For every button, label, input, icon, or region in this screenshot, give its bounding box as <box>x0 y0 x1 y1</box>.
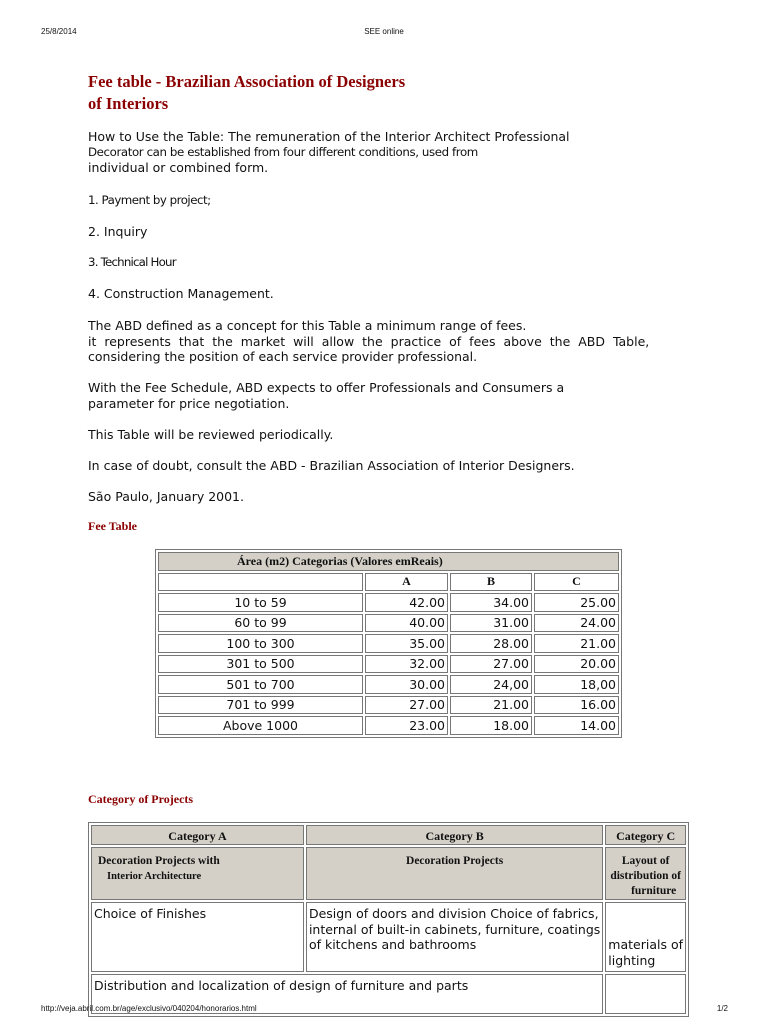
fee-c: 25.00 <box>534 593 619 612</box>
fee-c: 16.00 <box>534 696 619 715</box>
category-b-cell: Design of doors and division Choice of fabrics, internal of built-in cabinets, furniture, coatings of kitchens and bathrooms <box>306 902 603 972</box>
list-item-4: 4. Construction Management. <box>88 286 274 301</box>
fee-table-caption: Área (m2) Categorias (Valores emReais) <box>158 552 619 571</box>
page-title: Fee table - Brazilian Association of Designers of Interiors <box>88 72 406 113</box>
fee-b: 27.00 <box>450 655 532 674</box>
fee-a: 42.00 <box>365 593 448 612</box>
list-item-3: 3. Technical Hour <box>88 255 176 269</box>
print-date: 25/8/2014 <box>41 27 77 36</box>
fee-c: 24.00 <box>534 614 619 633</box>
category-a-cell: Distribution and localization of design of furniture and parts <box>91 974 603 1014</box>
column-header-a: A <box>365 573 448 592</box>
category-a-subheader: Decoration Projects with Interior Architecture <box>91 847 304 900</box>
column-header-c: C <box>534 573 619 592</box>
fee-b: 31.00 <box>450 614 532 633</box>
table-row <box>158 655 619 674</box>
category-table <box>88 822 689 1017</box>
fee-b: 21.00 <box>450 696 532 715</box>
list-item-2: 2. Inquiry <box>88 224 148 239</box>
area-range: 501 to 700 <box>158 675 363 694</box>
category-a-header: Category A <box>91 825 304 845</box>
schedule-paragraph: With the Fee Schedule, ABD expects to offer Professionals and Consumers a parameter for price negotiation. <box>88 380 565 411</box>
table-row <box>91 902 686 972</box>
fee-c: 21.00 <box>534 634 619 653</box>
category-a-cell: Choice of Finishes <box>91 902 304 972</box>
category-c-cell <box>605 974 686 1014</box>
area-range: 100 to 300 <box>158 634 363 653</box>
category-c-header: Category C <box>605 825 686 845</box>
intro-paragraph: How to Use the Table: The remuneration of the Interior Architect Professional Decorator can be established from four different conditions, used from individual or combined form. <box>88 129 570 175</box>
fee-a: 23.00 <box>365 716 448 735</box>
fee-table <box>155 549 622 738</box>
category-c-cell: materials of lighting <box>605 902 686 972</box>
doubt-paragraph: In case of doubt, consult the ABD - Brazilian Association of Interior Designers. <box>88 458 575 473</box>
fee-c: 14.00 <box>534 716 619 735</box>
fee-a: 35.00 <box>365 634 448 653</box>
print-site-title: SEE online <box>364 27 404 36</box>
category-b-subheader: Decoration Projects <box>306 847 603 900</box>
fee-table-heading: Fee Table <box>88 519 138 533</box>
list-item-1: 1. Payment by project; <box>88 193 211 207</box>
area-range: Above 1000 <box>158 716 363 735</box>
fee-a: 40.00 <box>365 614 448 633</box>
fee-b: 18.00 <box>450 716 532 735</box>
table-row <box>158 634 619 653</box>
area-range: 10 to 59 <box>158 593 363 612</box>
table-row <box>158 696 619 715</box>
category-b-header: Category B <box>306 825 603 845</box>
fee-b: 34.00 <box>450 593 532 612</box>
fee-b: 28.00 <box>450 634 532 653</box>
fee-a: 27.00 <box>365 696 448 715</box>
fee-a: 32.00 <box>365 655 448 674</box>
table-row <box>158 593 619 612</box>
table-row <box>158 614 619 633</box>
column-header-b: B <box>450 573 532 592</box>
fee-table-corner <box>158 573 363 592</box>
fee-c: 18,00 <box>534 675 619 694</box>
signoff-line: São Paulo, January 2001. <box>88 489 244 504</box>
area-range: 301 to 500 <box>158 655 363 674</box>
fee-a: 30.00 <box>365 675 448 694</box>
table-row <box>158 675 619 694</box>
fee-c: 20.00 <box>534 655 619 674</box>
category-c-subheader: Layout of distribution of furniture <box>605 847 686 900</box>
table-row <box>158 716 619 735</box>
area-range: 701 to 999 <box>158 696 363 715</box>
fee-b: 24,00 <box>450 675 532 694</box>
category-heading: Category of Projects <box>88 792 194 806</box>
review-paragraph: This Table will be reviewed periodically. <box>88 427 334 442</box>
concept-paragraph: The ABD defined as a concept for this Table a minimum range of fees. it represents that the market will allow the practice of fees above the ABD Table, considering the position of each service provider professional. <box>88 318 650 364</box>
print-page-number: 1/2 <box>716 1004 728 1013</box>
print-url: http://veja.abril.com.br/age/exclusivo/040204/honorarios.html <box>41 1004 257 1013</box>
area-range: 60 to 99 <box>158 614 363 633</box>
